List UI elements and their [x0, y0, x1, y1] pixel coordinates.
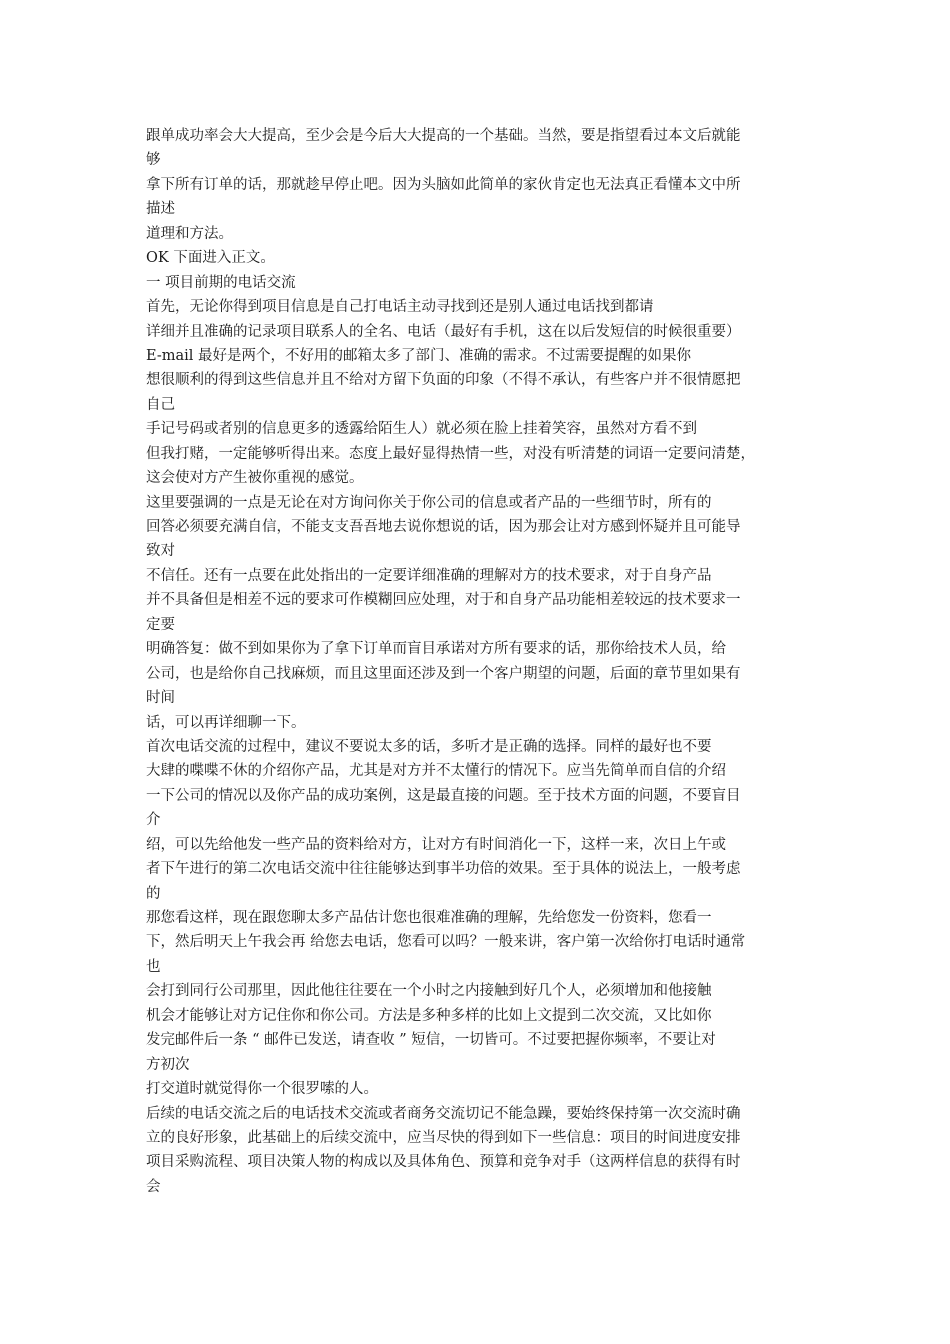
text-line: 拿下所有订单的话，那就趁早停止吧。因为头脑如此简单的家伙肯定也无法真正看懂本文中所 — [146, 176, 741, 193]
text-line: 后续的电话交流之后的电话技术交流或者商务交流切记不能急躁，要始终保持第一次交流时确 — [146, 1105, 741, 1122]
text-line: 发完邮件后一条 “ 邮件已发送，请查收 ” 短信，一切皆可。不过要把握你频率，不要让对 — [146, 1032, 716, 1049]
text-line: 会 — [146, 1178, 161, 1195]
text-line: 这会使对方产生被你重视的感觉。 — [146, 470, 364, 487]
text-line: 不信任。还有一点要在此处指出的一定要详细准确的理解对方的技术要求，对于自身产品 — [146, 567, 712, 584]
text-line: 并不具备但是相差不远的要求可作模糊回应处理，对于和自身产品功能相差较远的技术要求一 — [146, 592, 741, 609]
text-line: 详细并且准确的记录项目联系人的全名、电话（最好有手机，这在以后发短信的时候很重要） — [146, 323, 741, 340]
text-line: 道理和方法。 — [146, 225, 233, 242]
text-line: 公司，也是给你自己找麻烦，而且这里面还涉及到一个客户期望的问题，后面的章节里如果有 — [146, 665, 741, 682]
text-line: 那您看这样，现在跟您聊太多产品估计您也很难准确的理解，先给您发一份资料，您看一 — [146, 910, 712, 926]
text-line: 跟单成功率会大大提高，至少会是今后大大提高的一个基础。当然，要是指望看过本文后就能 — [146, 128, 741, 144]
text-line: 手记号码或者别的信息更多的透露给陌生人）就必须在脸上挂着笑容，虽然对方看不到 — [146, 421, 697, 438]
text-line: 自己 — [146, 396, 175, 413]
text-line: 介 — [146, 812, 161, 829]
text-line: 的 — [146, 885, 161, 902]
text-line: 定要 — [146, 616, 175, 633]
text-line: 话，可以再详细聊一下。 — [146, 714, 306, 731]
text-line: 明确答复：做不到如果你为了拿下订单而盲目承诺对方所有要求的话，那你给技术人员，给 — [146, 641, 726, 658]
text-line: 项目采购流程、项目决策人物的构成以及具体角色、预算和竞争对手（这两样信息的获得有时 — [146, 1154, 741, 1171]
text-line: 回答必须要充满自信，不能支支吾吾地去说你想说的话，因为那会让对方感到怀疑并且可能导 — [146, 519, 741, 535]
text-line: 首次电话交流的过程中，建议不要说太多的话，多听才是正确的选择。同样的最好也不要 — [146, 738, 712, 755]
text-line: 机会才能够让对方记住你和你公司。方法是多种多样的比如上文提到二次交流，又比如你 — [146, 1007, 712, 1024]
text-line: OK 下面进入正文。 — [146, 250, 275, 267]
text-line: 够 — [146, 152, 161, 169]
text-line: 首先，无论你得到项目信息是自己打电话主动寻找到还是别人通过电话找到都请 — [146, 299, 654, 316]
text-line: 致对 — [146, 543, 175, 560]
text-line: 打交道时就觉得你一个很罗嗦的人。 — [146, 1081, 378, 1098]
text-line: 这里要强调的一点是无论在对方询问你关于你公司的信息或者产品的一些细节时，所有的 — [146, 494, 712, 511]
text-line: 者下午进行的第二次电话交流中往往能够达到事半功倍的效果。至于具体的说法上，一般考虑 — [146, 861, 741, 878]
text-line: E-mail 最好是两个，不好用的邮箱太多了部门、准确的需求。不过需要提醒的如果你 — [146, 347, 692, 364]
text-line: 但我打赌，一定能够听得出来。态度上最好显得热情一些，对没有听清楚的词语一定要问清楚， — [146, 445, 755, 462]
text-line: 一下公司的情况以及你产品的成功案例，这是最直接的问题。至于技术方面的问题，不要盲目 — [146, 787, 741, 804]
text-line: 时间 — [146, 690, 175, 707]
text-line: 绍，可以先给他发一些产品的资料给对方，让对方有时间消化一下，这样一来，次日上午或 — [146, 836, 726, 853]
text-line: 也 — [146, 958, 161, 975]
document-body — [146, 124, 810, 1199]
text-line: 描述 — [146, 201, 175, 218]
text-line: 下，然后明天上午我会再 给您去电话，您看可以吗？一般来讲，客户第一次给你打电话时通常 — [146, 934, 746, 951]
text-line: 方初次 — [146, 1056, 190, 1073]
text-line: 想很顺利的得到这些信息并且不给对方留下负面的印象（不得不承认，有些客户并不很情愿把 — [146, 372, 741, 389]
text-line: 立的良好形象，此基础上的后续交流中，应当尽快的得到如下一些信息：项目的时间进度安排 — [146, 1129, 741, 1146]
text-line: 大肆的喋喋不休的介绍你产品，尤其是对方并不太懂行的情况下。应当先简单而自信的介绍 — [146, 763, 726, 780]
text-line: 一 项目前期的电话交流 — [146, 274, 296, 291]
text-line: 会打到同行公司那里，因此他往往要在一个小时之内接触到好几个人，必须增加和他接触 — [146, 983, 712, 1000]
